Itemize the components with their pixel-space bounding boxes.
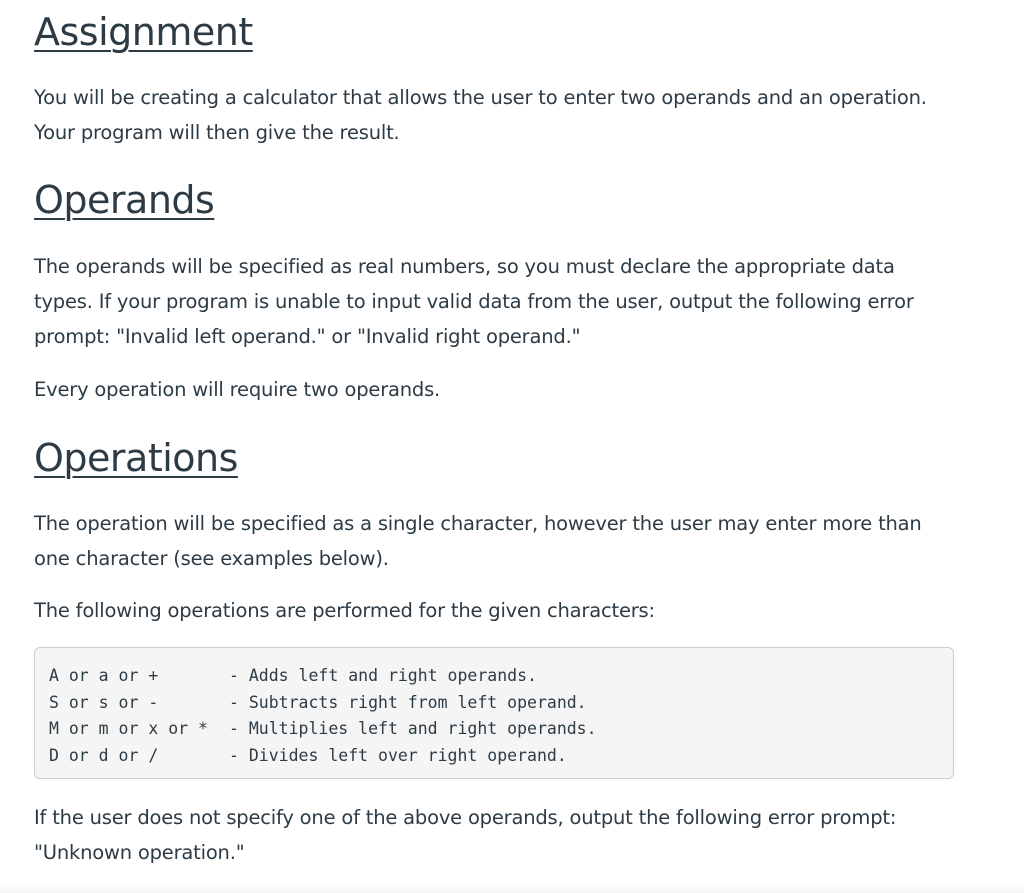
code-row-subtract xyxy=(49,690,939,717)
operations-code-block xyxy=(34,647,954,779)
bottom-shadow xyxy=(0,885,1024,893)
heading-operands: Operands xyxy=(34,178,215,222)
operations-description: The operation will be specified as a single character, however the user may enter more than one character (see examples below). xyxy=(34,512,922,570)
heading-assignment: Assignment xyxy=(34,10,253,54)
code-row-description: - Divides left over right operand. xyxy=(229,745,567,765)
code-row-multiply xyxy=(49,716,939,743)
code-row-keys: S or s or - xyxy=(49,692,159,712)
code-row-description: - Subtracts right from left operand. xyxy=(229,692,587,712)
unknown-operation-note: If the user does not specify one of the above operands, output the following error prompt: "Unknown operation." xyxy=(34,806,897,864)
assignment-description: You will be creating a calculator that allows the user to enter two operands and an operation. Your program will then give the result. xyxy=(34,86,927,144)
code-row-description: - Multiplies left and right operands. xyxy=(229,719,597,738)
code-row-add xyxy=(49,663,939,690)
code-row-keys: M or m or x or * xyxy=(49,719,208,738)
code-row-divide xyxy=(49,743,939,770)
heading-operations: Operations xyxy=(34,436,238,480)
code-row-description: - Adds left and right operands. xyxy=(229,666,537,685)
operands-description: The operands will be specified as real numbers, so you must declare the appropriate data types. If your program is unable to input valid data from the user, output the following error prompt: "Invalid left operand." or "Invalid right operand." xyxy=(34,255,914,348)
code-row-keys: A or a or + xyxy=(49,666,159,685)
operations-intro: The following operations are performed for the given characters: xyxy=(34,599,655,622)
operands-requirement: Every operation will require two operands. xyxy=(34,378,441,401)
code-row-keys: D or d or / xyxy=(49,745,159,765)
